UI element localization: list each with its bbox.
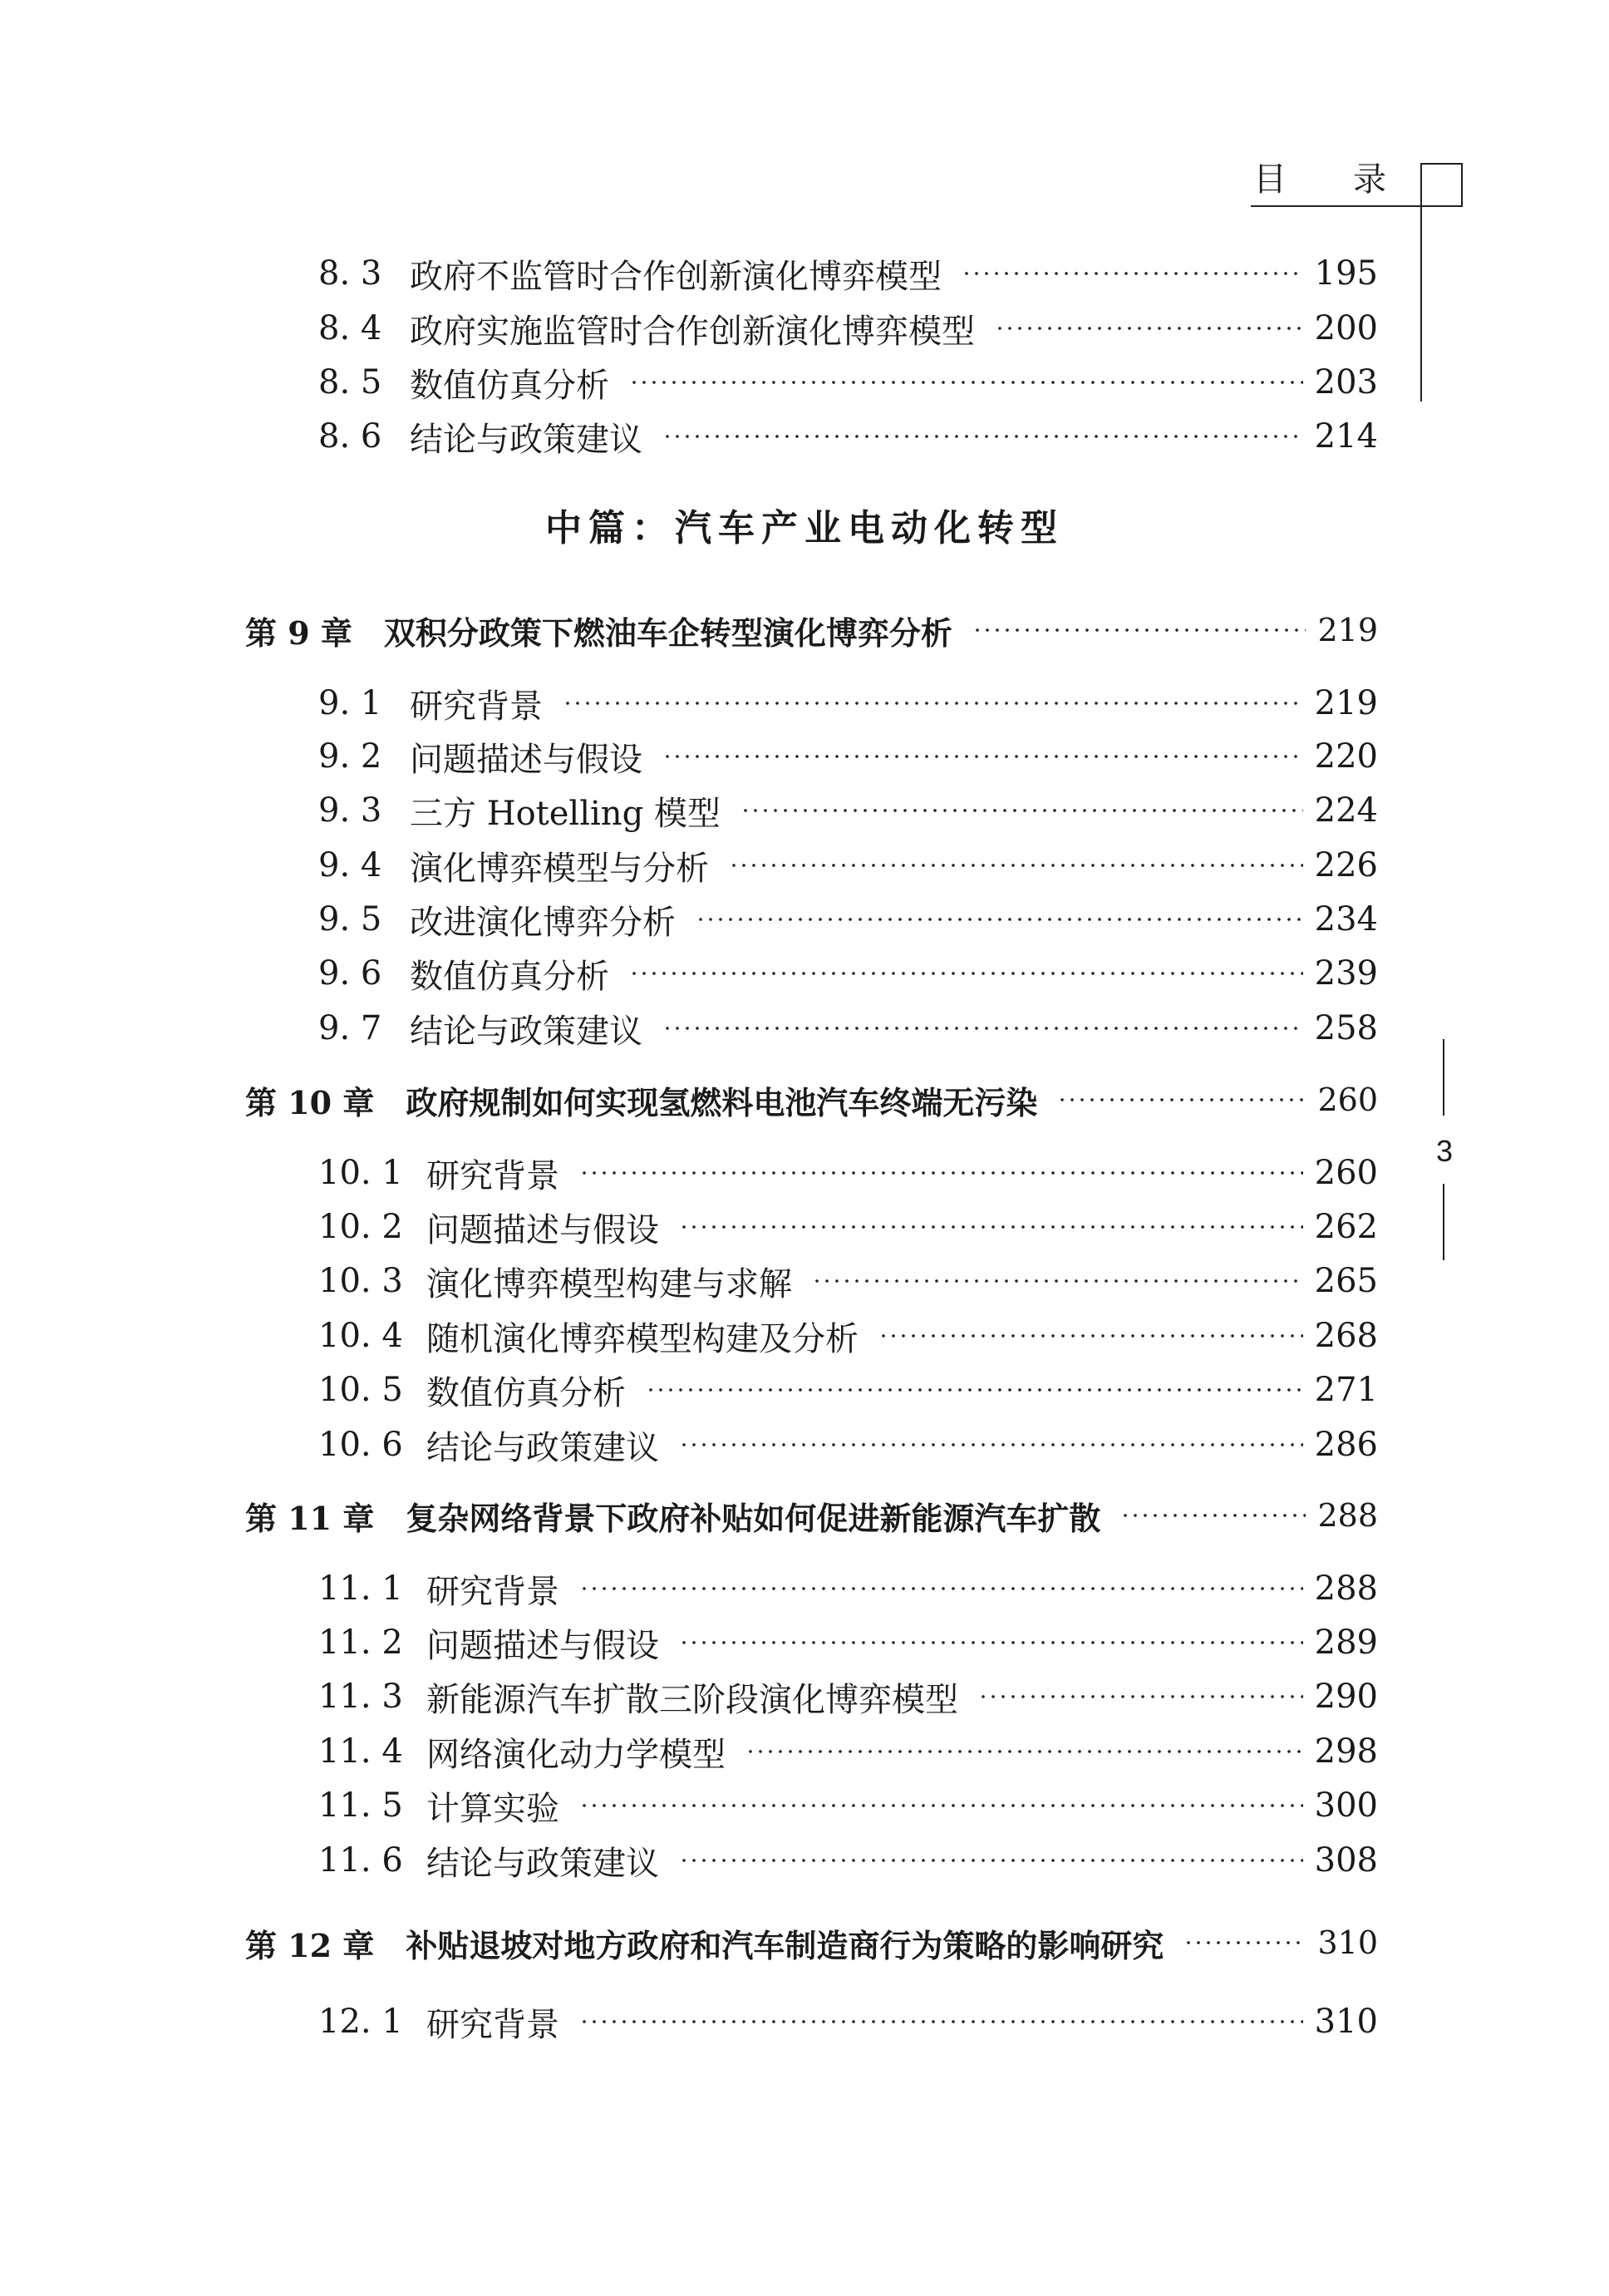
- leader-dots: [662, 752, 1303, 761]
- toc-entry-11-1[interactable]: 11. 1 研究背景 288: [318, 1569, 1378, 1611]
- toc-entry-10-6[interactable]: 10. 6 结论与政策建议 286: [318, 1426, 1378, 1467]
- leader-dots: [579, 1169, 1303, 1177]
- leader-dots: [962, 269, 1303, 278]
- toc-entry-11-3[interactable]: 11. 3 新能源汽车扩散三阶段演化博弈模型 290: [318, 1678, 1378, 1719]
- leader-dots: [679, 1856, 1303, 1865]
- toc-entry-11-5[interactable]: 11. 5 计算实验 300: [318, 1786, 1378, 1828]
- toc-entry-8-3[interactable]: 8. 3 政府不监管时合作创新演化博弈模型 195: [318, 254, 1378, 296]
- toc-entry-8-4[interactable]: 8. 4 政府实施监管时合作创新演化博弈模型 200: [318, 309, 1378, 351]
- toc-entry-10-1[interactable]: 10. 1 研究背景 260: [318, 1154, 1378, 1195]
- leader-dots: [1057, 1096, 1306, 1104]
- toc-entry-9-3[interactable]: 9. 3 三方 Hotelling 模型 224: [318, 791, 1378, 833]
- toc-entry-9-2[interactable]: 9. 2 问题描述与假设 220: [318, 737, 1378, 779]
- leader-dots: [878, 1332, 1303, 1340]
- leader-dots: [729, 861, 1303, 870]
- toc-chapter-9[interactable]: 第 9 章 双积分政策下燃油车企转型演化博弈分析 219: [245, 612, 1378, 652]
- toc-entry-10-4[interactable]: 10. 4 随机演化博弈模型构建及分析 268: [318, 1317, 1378, 1358]
- leader-dots: [679, 1638, 1303, 1647]
- toc-entry-9-5[interactable]: 9. 5 改进演化博弈分析 234: [318, 900, 1378, 942]
- toc-entry-9-1[interactable]: 9. 1 研究背景 219: [318, 684, 1378, 726]
- toc-entry-12-1[interactable]: 12. 1 研究背景 310: [318, 2003, 1378, 2044]
- leader-dots: [1120, 1511, 1306, 1520]
- header-rule: [1251, 205, 1463, 207]
- leader-dots: [579, 1584, 1303, 1593]
- leader-dots: [995, 324, 1303, 333]
- toc-entry-10-2[interactable]: 10. 2 问题描述与假设 262: [318, 1208, 1378, 1249]
- running-header-right: 录: [1353, 160, 1386, 199]
- leader-dots: [679, 1223, 1303, 1231]
- page-marker-line-bottom: [1443, 1184, 1444, 1260]
- leader-dots: [662, 1024, 1303, 1032]
- leader-dots: [972, 626, 1306, 634]
- leader-dots: [679, 1441, 1303, 1449]
- toc-entry-10-3[interactable]: 10. 3 演化博弈模型构建与求解 265: [318, 1262, 1378, 1303]
- toc-entry-9-6[interactable]: 9. 6 数值仿真分析 239: [318, 954, 1378, 996]
- toc-chapter-12[interactable]: 第 12 章 补贴退坡对地方政府和汽车制造商行为策略的影响研究 310: [245, 1924, 1378, 1964]
- toc-entry-8-5[interactable]: 8. 5 数值仿真分析 203: [318, 363, 1378, 405]
- part-heading: 中篇：汽车产业电动化转型: [545, 507, 1064, 549]
- leader-dots: [812, 1277, 1303, 1285]
- leader-dots: [1183, 1939, 1306, 1947]
- leader-dots: [579, 1801, 1303, 1810]
- leader-dots: [629, 378, 1303, 387]
- toc-entry-9-7[interactable]: 9. 7 结论与政策建议 258: [318, 1009, 1378, 1051]
- leader-dots: [629, 969, 1303, 978]
- header-corner-box: [1420, 163, 1463, 205]
- toc-chapter-10[interactable]: 第 10 章 政府规制如何实现氢燃料电池汽车终端无污染 260: [245, 1081, 1378, 1121]
- toc-chapter-11[interactable]: 第 11 章 复杂网络背景下政府补贴如何促进新能源汽车扩散 288: [245, 1497, 1378, 1537]
- page-number: 3: [1435, 1134, 1454, 1168]
- toc-entry-11-4[interactable]: 11. 4 网络演化动力学模型 298: [318, 1732, 1378, 1774]
- leader-dots: [646, 1386, 1303, 1394]
- toc-entry-8-6[interactable]: 8. 6 结论与政策建议 214: [318, 417, 1378, 459]
- leader-dots: [563, 699, 1303, 707]
- toc-entry-9-4[interactable]: 9. 4 演化博弈模型与分析 226: [318, 846, 1378, 888]
- leader-dots: [978, 1692, 1303, 1701]
- page-marker-line-top: [1443, 1039, 1444, 1116]
- header-vertical-rule: [1420, 205, 1422, 402]
- leader-dots: [741, 806, 1303, 815]
- leader-dots: [745, 1747, 1303, 1756]
- running-header-left: 目: [1253, 160, 1287, 199]
- leader-dots: [696, 915, 1303, 924]
- leader-dots: [579, 2018, 1303, 2026]
- toc-entry-10-5[interactable]: 10. 5 数值仿真分析 271: [318, 1371, 1378, 1412]
- running-header: [1253, 160, 1386, 200]
- toc-entry-11-2[interactable]: 11. 2 问题描述与假设 289: [318, 1623, 1378, 1665]
- leader-dots: [662, 432, 1303, 441]
- toc-entry-11-6[interactable]: 11. 6 结论与政策建议 308: [318, 1841, 1378, 1883]
